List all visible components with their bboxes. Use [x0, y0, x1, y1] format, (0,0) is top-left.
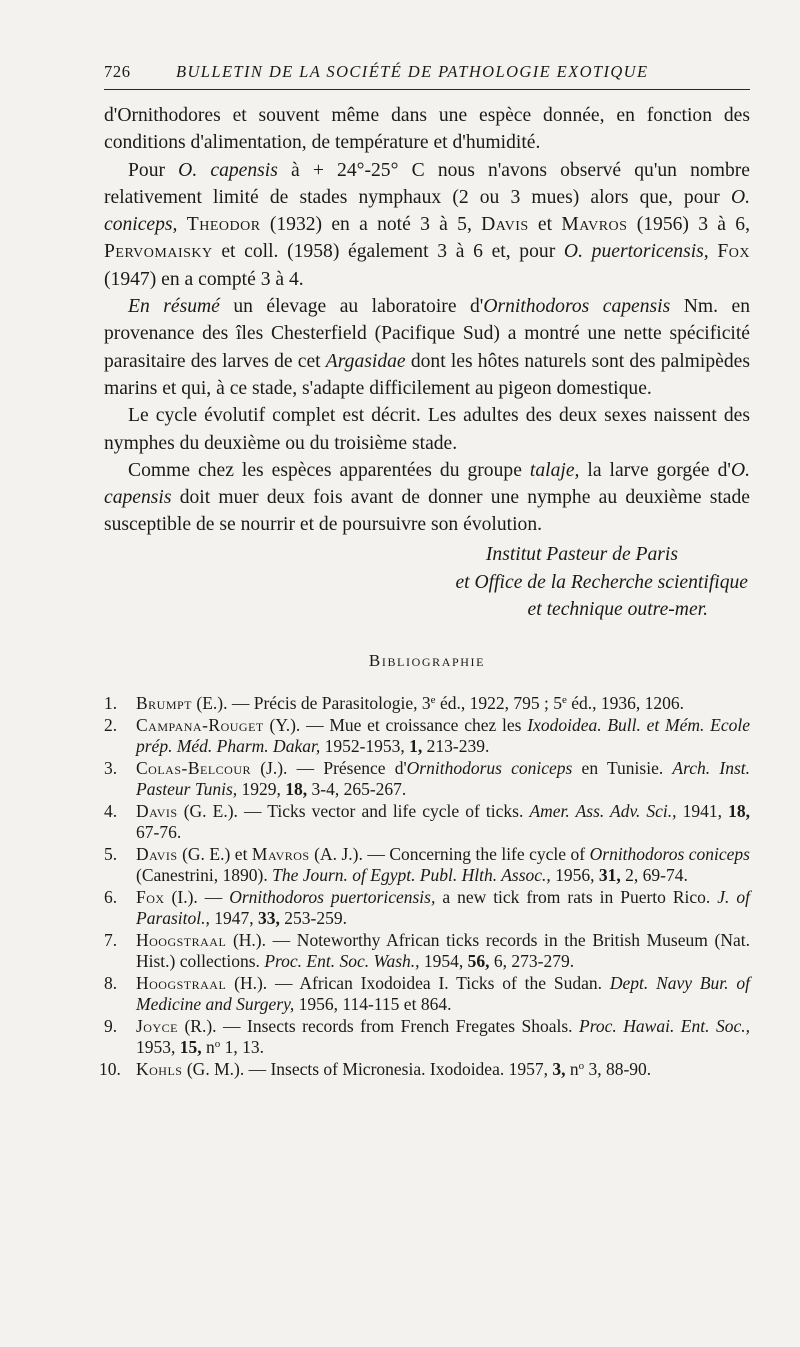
affiliation-line: et Office de la Recherche scientifique: [455, 571, 748, 593]
author-name: Davis: [481, 214, 529, 236]
reference-item: 8. Hoogstraal (H.). — African Ixodoidea I. Ticks of the Sudan. Dept. Navy Bur. of Medicine and Surgery, 1956, 114-115 et 864.: [104, 973, 750, 1014]
reference-list: [99, 693, 751, 1081]
reference-item: 1. Brumpt (E.). — Précis de Parasitologie, 3e éd., 1922, 795 ; 5e éd., 1936, 1206.: [104, 693, 684, 713]
author-name: Fox: [717, 241, 750, 263]
bibliography-heading: Bibliographie: [368, 651, 486, 670]
header-rule: [104, 89, 750, 90]
reference-item: 5. Davis (G. E.) et Mavros (A. J.). — Concerning the life cycle of Ornithodoros coniceps (Canestrini, 1890). The Journ. of Egypt. Publ. Hlth. Assoc., 1956, 31, 2, 69-74.: [104, 844, 750, 885]
author-name: Pervomaisky: [104, 241, 213, 263]
paragraph-3: En résumé un élevage au laboratoire d'Ornithodoros capensis Nm. en provenance des îles Chesterfield (Pacifique Sud) a montré une nette spécificité parasitaire des larves de cet Argasidae dont les hôtes naturels sont des palmipèdes marins et qui, à ce stade, s'adapte difficilement au pigeon domestique.: [104, 296, 750, 399]
journal-title: BULLETIN DE LA SOCIÉTÉ DE PATHOLOGIE EXOTIQUE: [176, 62, 649, 81]
reference-item: 10. Kohls (G. M.). — Insects of Micronesia. Ixodoidea. 1957, 3, $n^o$ 3, 88-90.: [99, 1059, 652, 1079]
reference-item: 3. Colas-Belcour (J.). — Présence d'Ornithodorus coniceps en Tunisie. Arch. Inst. Pasteur Tunis, 1929, 18, 3-4, 265-267.: [104, 758, 750, 799]
paragraph-2: Pour O. capensis à + 24°-25° C nous n'avons observé qu'un nombre relativement limité de stades nymphaux (2 ou 3 mues) alors que, pour O. coniceps, Theodor (1932) en a noté 3 à 5, Davis et Mavros (1956) 3 à 6, Pervomaisky et coll. (1958) également 3 à 6 et, pour O. puertoricensis, Fox (1947) en a compté 3 à 4.: [104, 159, 750, 290]
affiliation: [104, 541, 750, 624]
body-text: [104, 102, 750, 539]
affiliation-line: et technique outre-mer.: [527, 599, 708, 620]
reference-item: 4. Davis (G. E.). — Ticks vector and life cycle of ticks. Amer. Ass. Adv. Sci., 1941, 18, 67-76.: [104, 801, 751, 842]
author-name: Theodor: [186, 214, 261, 236]
author-name: Mavros: [561, 214, 628, 236]
reference-item: 9. Joyce (R.). — Insects records from French Fregates Shoals. Proc. Hawai. Ent. Soc., 1953, 15, $n^o$ 1, 13.: [104, 1016, 750, 1057]
reference-item: 7. Hoogstraal (H.). — Noteworthy African ticks records in the British Museum (Nat. Hist.) collections. Proc. Ent. Soc. Wash., 1954, 56, 6, 273-279.: [104, 930, 750, 971]
paragraph-1: d'Ornithodores et souvent même dans une espèce donnée, en fonction des conditions d'alimentation, de température et d'humidité.: [104, 105, 750, 154]
paragraph-4: Le cycle évolutif complet est décrit. Les adultes des deux sexes naissent des nymphes du deuxième ou du troisième stade.: [104, 405, 750, 454]
affiliation-line: Institut Pasteur de Paris: [485, 544, 678, 565]
paragraph-5: Comme chez les espèces apparentées du groupe talaje, la larve gorgée d'O. capensis doit muer deux fois avant de donner une nymphe au deuxième stade susceptible de se nourrir et de poursuivre son évolution.: [104, 459, 750, 536]
page-number: 726: [104, 62, 131, 81]
reference-item: 2. Campana-Rouget (Y.). — Mue et croissance chez les Ixodoidea. Bull. et Mém. Ecole prép. Méd. Pharm. Dakar, 1952-1953, 1, 213-239.: [104, 715, 750, 756]
reference-item: 6. Fox (I.). — Ornithodoros puertoricensis, a new tick from rats in Puerto Rico. J. of Parasitol., 1947, 33, 253-259.: [104, 887, 750, 928]
